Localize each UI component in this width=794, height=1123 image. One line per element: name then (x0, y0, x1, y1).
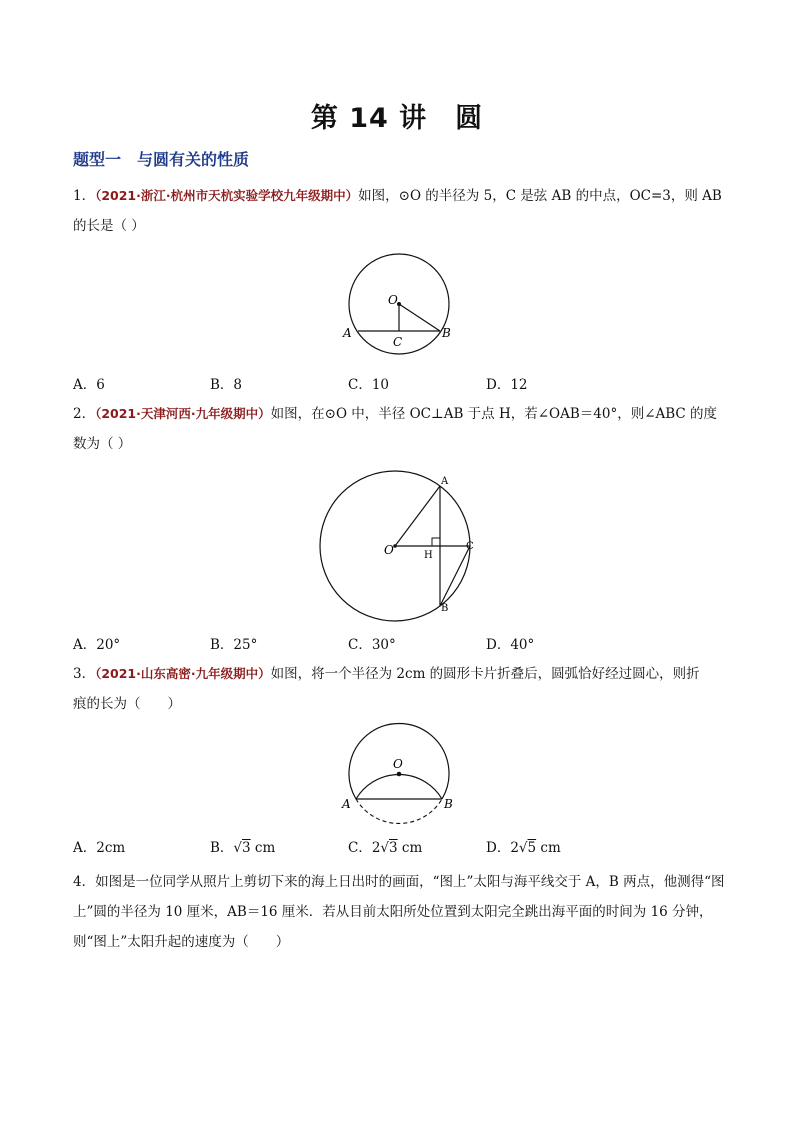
q2-option-c: C．30° (348, 637, 396, 653)
q1-option-c: C．10 (348, 377, 390, 393)
q2-right-angle-mark (432, 538, 440, 546)
question-4-number: 4． (73, 874, 96, 890)
question-2-number: 2． (73, 406, 96, 422)
question-2-line-1 (73, 404, 717, 424)
q2-segment-bc (440, 546, 470, 606)
q1-label-o: O (388, 293, 398, 307)
question-2-text: 如图，在⊙O 中，半径 OC⊥AB 于点 H，若∠OAB＝40°，则∠ABC 的度 (270, 406, 718, 422)
question-4-text: 如图是一位同学从照片上剪切下来的海上日出时的画面，“图上”太阳与海平线交于 A，B 两点，他测得“图 (95, 874, 725, 890)
question-2-figure (310, 464, 490, 624)
page-title: 第 14 讲 圆 (310, 103, 484, 134)
q1-option-b: B．8 (210, 377, 243, 393)
q2-label-c: C (466, 541, 474, 552)
q2-label-o: O (384, 543, 394, 557)
question-3-source: （2021·山东高密·九年级期中） (95, 666, 271, 681)
q1-label-a: A (343, 326, 352, 340)
question-1-line-2: 的长是（ ） (73, 218, 145, 234)
q2-segment-oa (395, 486, 440, 546)
q1-segment-ob (399, 304, 440, 331)
q2-label-h: H (424, 550, 433, 561)
question-3-number: 3． (73, 666, 96, 682)
question-4-line-1 (73, 872, 725, 892)
q3-original-arc-dashed (356, 799, 442, 823)
question-1-figure (330, 252, 470, 362)
question-2-source: （2021·天津河西·九年级期中） (95, 406, 271, 421)
q3-option-d: D．2√5 cm (486, 840, 561, 856)
question-1-text: 如图，⊙O 的半径为 5，C 是弦 AB 的中点，OC=3，则 AB (358, 188, 722, 204)
q1-label-b: B (442, 326, 451, 340)
q1-option-a: A．6 (73, 377, 105, 393)
q3-label-o: O (393, 757, 403, 771)
q3-option-a: A．2cm (73, 840, 126, 856)
question-2-line-2: 数为（ ） (73, 436, 132, 452)
q2-label-a: A (441, 476, 449, 487)
q3-option-c: C．2√3 cm (348, 840, 423, 856)
q3-center-dot (397, 772, 402, 777)
question-3-text: 如图，将一个半径为 2cm 的圆形卡片折叠后，圆弧恰好经过圆心，则折 (270, 666, 700, 682)
q2-option-b: B．25° (210, 637, 258, 653)
sqrt-icon: √ (380, 840, 390, 856)
question-4-line-3: 则“图上”太阳升起的速度为（ ） (73, 934, 290, 950)
q2-option-a: A．20° (73, 637, 121, 653)
question-3-line-1 (73, 664, 700, 684)
question-1-source: （2021·浙江·杭州市天杭实验学校九年级期中） (95, 188, 359, 203)
question-1-line-1 (73, 186, 722, 206)
sqrt-icon: √ (518, 840, 528, 856)
q3-folded-arc (356, 775, 442, 799)
question-4-line-2: 上”圆的半径为 10 厘米，AB＝16 厘米．若从目前太阳所处位置到太阳完全跳出海平面的时间为 16 分钟， (73, 904, 713, 920)
q1-option-d: D．12 (486, 377, 528, 393)
question-3-figure (330, 716, 470, 832)
q2-option-d: D．40° (486, 637, 535, 653)
q1-label-c: C (393, 335, 403, 349)
question-1-number: 1． (73, 188, 96, 204)
q3-option-b: B．√3 cm (210, 840, 276, 856)
q2-label-b: B (441, 603, 449, 614)
q3-label-a: A (342, 797, 351, 811)
question-3-line-2: 痕的长为（ ） (73, 696, 181, 712)
section-heading: 题型一 与圆有关的性质 (73, 150, 250, 169)
q3-label-b: B (444, 797, 453, 811)
sqrt-icon: √ (233, 840, 243, 856)
